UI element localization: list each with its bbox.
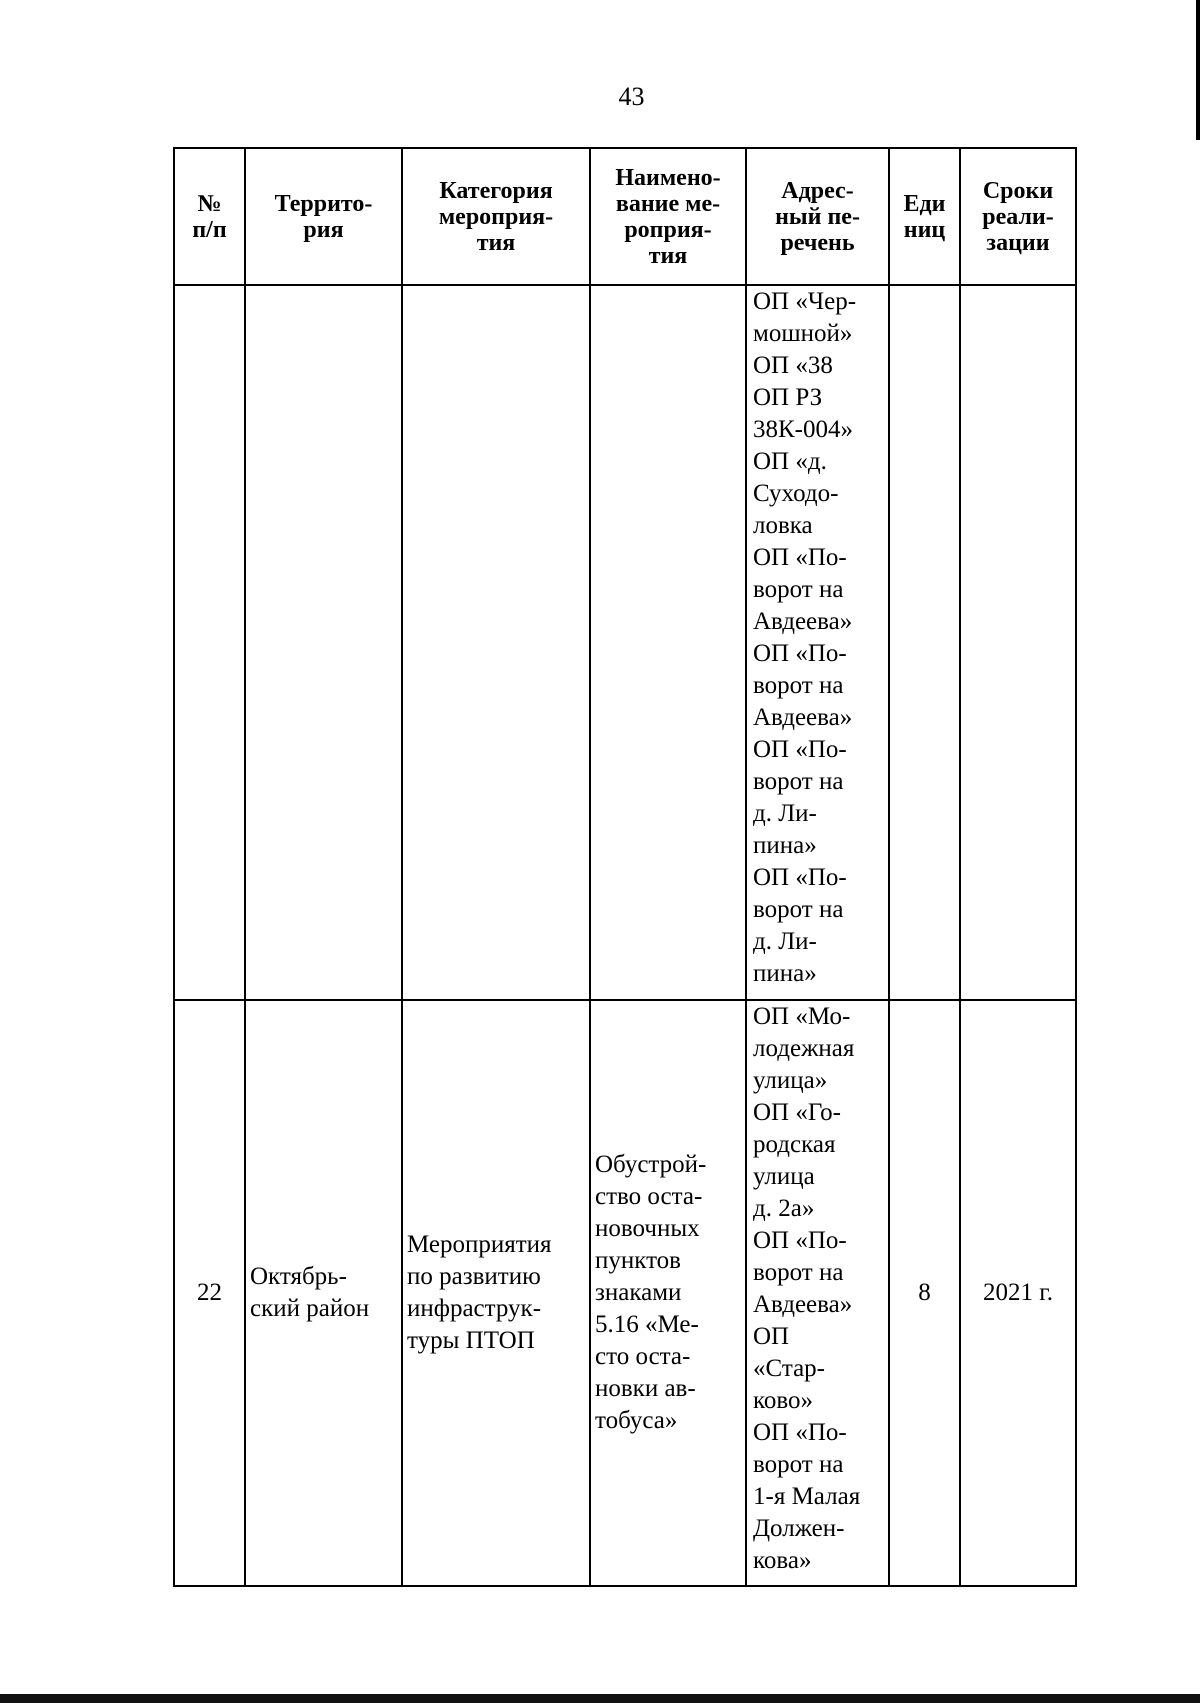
- cell-units: 8: [889, 1000, 960, 1586]
- header-category: Категория мероприя- тия: [402, 148, 590, 285]
- cell-address: ОП «Мо- лодежная улица» ОП «Го- родская улица д. 2а» ОП «По- ворот на Авдеева» ОП «Стар- ково» ОП «По- ворот на 1-я Малая Должен- кова»: [746, 1000, 889, 1586]
- cell-num: 22: [174, 1000, 245, 1586]
- cell-category: Мероприятия по развитию инфраструк- туры ПТОП: [402, 1000, 590, 1586]
- header-address: Адрес- ный пе- речень: [746, 148, 889, 285]
- cell-category: [402, 285, 590, 1000]
- header-row: [174, 148, 1076, 285]
- header-units: Еди ниц: [889, 148, 960, 285]
- header-territory: Террито- рия: [245, 148, 402, 285]
- cell-units: [889, 285, 960, 1000]
- cell-terms: [960, 285, 1076, 1000]
- page-number: 43: [618, 82, 645, 111]
- table-row: [174, 1000, 1076, 1586]
- cell-terms: 2021 г.: [960, 1000, 1076, 1586]
- scan-edge-bottom: [0, 1694, 1200, 1703]
- events-table: [173, 147, 1077, 1587]
- cell-name: [590, 285, 746, 1000]
- header-num: № п/п: [174, 148, 245, 285]
- header-name: Наимено- вание ме- роприя- тия: [590, 148, 746, 285]
- scan-edge-right: [1196, 0, 1200, 140]
- cell-num: [174, 285, 245, 1000]
- cell-name: Обустрой- ство оста- новочных пунктов знаками 5.16 «Ме- сто оста- новки ав- тобуса»: [590, 1000, 746, 1586]
- cell-territory: [245, 285, 402, 1000]
- header-terms: Сроки реали- зации: [960, 148, 1076, 285]
- cell-address: ОП «Чер- мошной» ОП «38 ОП РЗ 38К-004» ОП «д. Суходо- ловка ОП «По- ворот на Авдеева» ОП «По- ворот на Авдеева» ОП «По- ворот на д. Ли- пина» ОП «По- ворот на д. Ли- пина»: [746, 285, 889, 1000]
- table-row: [174, 285, 1076, 1000]
- cell-territory: Октябрь- ский район: [245, 1000, 402, 1586]
